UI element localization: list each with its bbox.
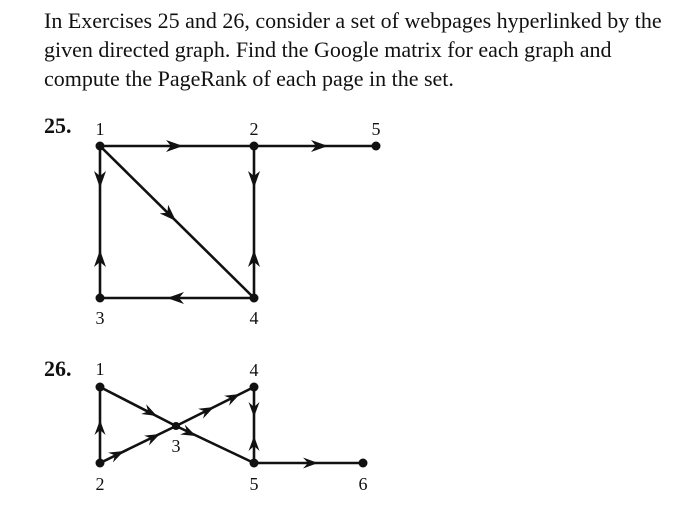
- edge-26-3-4: [176, 387, 254, 426]
- node-label-25-1: 1: [95, 119, 105, 139]
- arrow-26-3-to-4-b: [224, 389, 242, 406]
- exercise-25-label: 25.: [44, 113, 72, 138]
- node-25-5: [372, 142, 381, 151]
- node-26-1: [96, 383, 105, 392]
- node-25-3: [96, 294, 105, 303]
- edge-26-2-3: [100, 426, 176, 463]
- arrow-26-3-to-4-a: [198, 402, 216, 419]
- graph-26: [95, 359, 368, 494]
- node-26-2: [96, 459, 105, 468]
- node-25-1: [96, 142, 105, 151]
- node-label-26-5: 5: [249, 474, 259, 494]
- arrow-26-2-to-3-a: [108, 446, 126, 462]
- node-label-26-3: 3: [171, 436, 181, 456]
- node-label-26-6: 6: [358, 474, 368, 494]
- exercise-instructions: In Exercises 25 and 26, consider a set of webpages hyperlinked by the given directed graph. Find the Google matrix for each graph and compute the PageRank of each page in the set.: [44, 8, 662, 91]
- node-25-4: [250, 294, 259, 303]
- arrow-26-2-to-3-b: [144, 429, 162, 445]
- node-label-25-2: 2: [249, 119, 259, 139]
- edge-26-1-3: [100, 387, 176, 426]
- node-label-26-1: 1: [95, 359, 105, 379]
- exercise-26-label: 26.: [44, 356, 72, 381]
- node-label-25-4: 4: [249, 308, 259, 328]
- arrow-26-1-to-3: [141, 404, 159, 421]
- node-26-4: [250, 383, 259, 392]
- edge-25-1-4: [100, 146, 254, 298]
- node-25-2: [250, 142, 259, 151]
- arrow-26-3-to-5: [180, 425, 198, 441]
- node-label-25-5: 5: [371, 119, 381, 139]
- node-label-26-2: 2: [95, 474, 105, 494]
- node-label-25-3: 3: [95, 308, 105, 328]
- graph-25: [94, 119, 381, 328]
- node-26-5: [250, 459, 259, 468]
- node-26-6: [359, 459, 368, 468]
- node-26-3: [172, 422, 180, 430]
- node-label-26-4: 4: [249, 360, 259, 380]
